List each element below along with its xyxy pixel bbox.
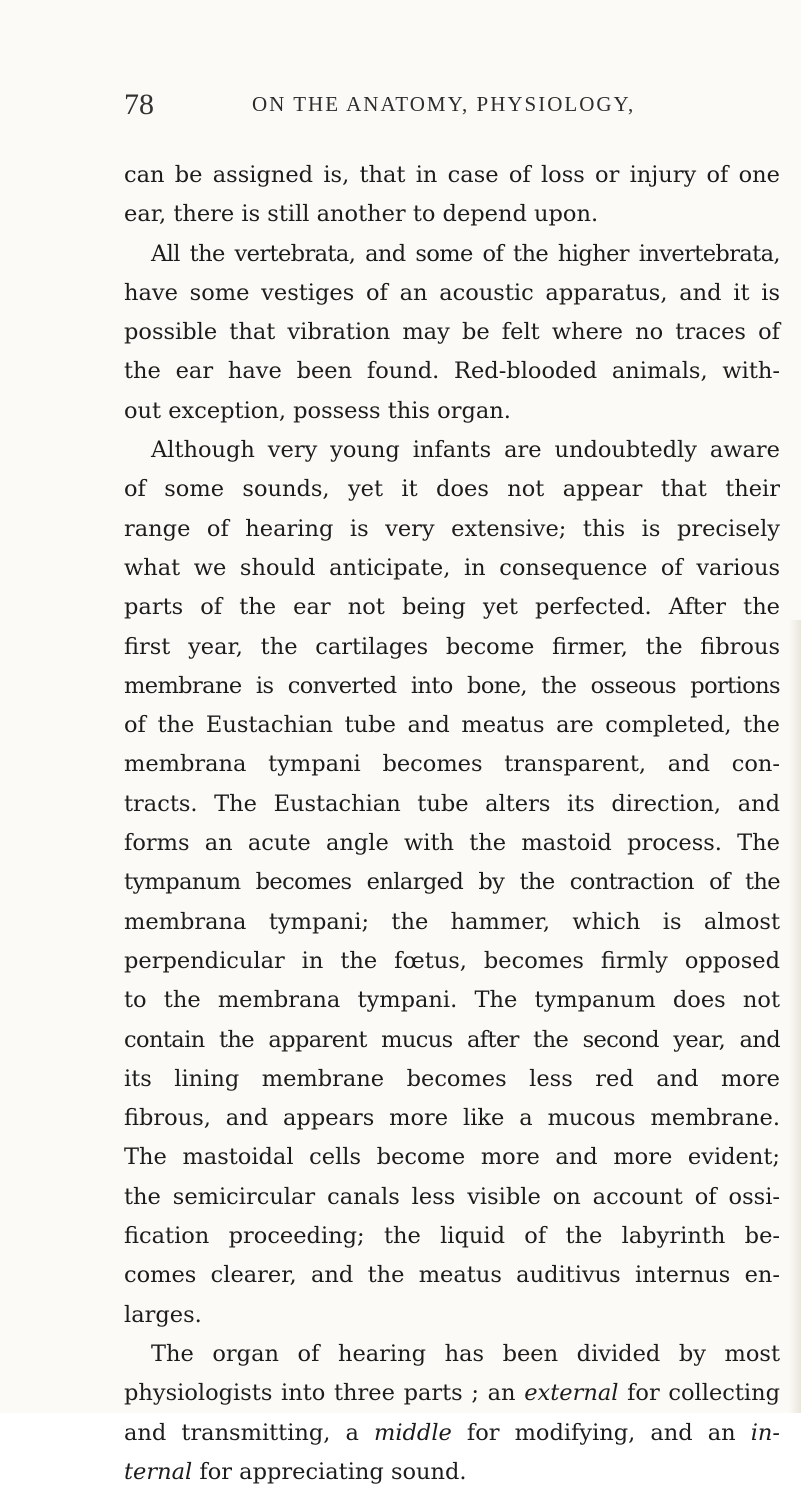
text-line: perpendicular in the fœtus, becomes firmly opposed <box>124 947 780 974</box>
text-line: parts of the ear not being yet perfected. After the <box>124 594 780 621</box>
text-line: have some vestiges of an acoustic apparatus, and it is <box>124 279 780 306</box>
text-line: contain the apparent mucus after the second year, and <box>124 1026 780 1053</box>
page-header <box>124 88 784 132</box>
text-line: the ear have been found. Red-blooded animals, with- <box>124 358 780 385</box>
text-line: can be assigned is, that in case of loss or injury of one <box>124 162 780 188</box>
text-line: first year, the cartilages become firmer, the fibrous <box>124 633 780 660</box>
text-fragment: for appreciating sound. <box>192 1458 467 1485</box>
text-line: what we should anticipate, in consequence of various <box>124 554 780 581</box>
text-line: ear, there is still another to depend upon. <box>124 201 599 228</box>
page-number: 78 <box>124 88 154 121</box>
text-line: All the vertebrata, and some of the higher invertebrata, <box>151 240 780 267</box>
italic-term-external: external <box>524 1380 619 1407</box>
text-line: forms an acute angle with the mastoid process. The <box>124 830 780 857</box>
text-line: possible that vibration may be felt where no traces of <box>124 319 780 346</box>
text-line: larges. <box>124 1301 202 1328</box>
text-fragment: physiologists into three parts ; an <box>124 1380 525 1407</box>
text-line: The organ of hearing has been divided by most <box>151 1340 780 1367</box>
text-fragment: and transmitting, a <box>124 1419 374 1446</box>
italic-term-internal: ternal <box>124 1458 193 1485</box>
text-line: of some sounds, yet it does not appear that their <box>124 476 780 503</box>
text-line: tracts. The Eustachian tube alters its direction, and <box>124 790 780 817</box>
text-line: The mastoidal cells become more and more evident; <box>124 1144 780 1171</box>
italic-term-internal: in- <box>750 1419 780 1446</box>
text-line: membrana tympani; the hammer, which is almost <box>124 908 780 935</box>
body-text <box>124 156 780 1492</box>
text-line: membrane is converted into bone, the osseous portions <box>124 672 780 699</box>
running-title: ON THE ANATOMY, PHYSIOLOGY, <box>252 92 636 116</box>
text-fragment: for modifying, and an <box>451 1419 751 1446</box>
page-edge-shadow <box>789 620 801 1413</box>
text-line: out exception, possess this organ. <box>124 397 511 424</box>
text-line: to the membrana tympani. The tympanum does not <box>124 987 780 1014</box>
text-line: Although very young infants are undoubtedly aware <box>151 437 780 464</box>
text-line: the semicircular canals less visible on account of ossi- <box>124 1183 780 1210</box>
text-line: fibrous, and appears more like a mucous membrane. <box>124 1105 780 1132</box>
text-line: fication proceeding; the liquid of the labyrinth be- <box>124 1223 780 1250</box>
text-line: tympanum becomes enlarged by the contraction of the <box>124 869 780 896</box>
text-line: membrana tympani becomes transparent, and con- <box>124 751 780 778</box>
italic-term-middle: middle <box>373 1419 452 1446</box>
text-line: its lining membrane becomes less red and more <box>124 1065 780 1092</box>
text-line: range of hearing is very extensive; this is precisely <box>124 515 780 542</box>
text-line: of the Eustachian tube and meatus are completed, the <box>124 712 780 739</box>
text-line <box>124 1453 780 1492</box>
text-fragment: for collecting <box>618 1380 780 1407</box>
text-line <box>124 1374 780 1413</box>
text-line: comes clearer, and the meatus auditivus internus en- <box>124 1262 780 1289</box>
text-line <box>124 1414 780 1453</box>
